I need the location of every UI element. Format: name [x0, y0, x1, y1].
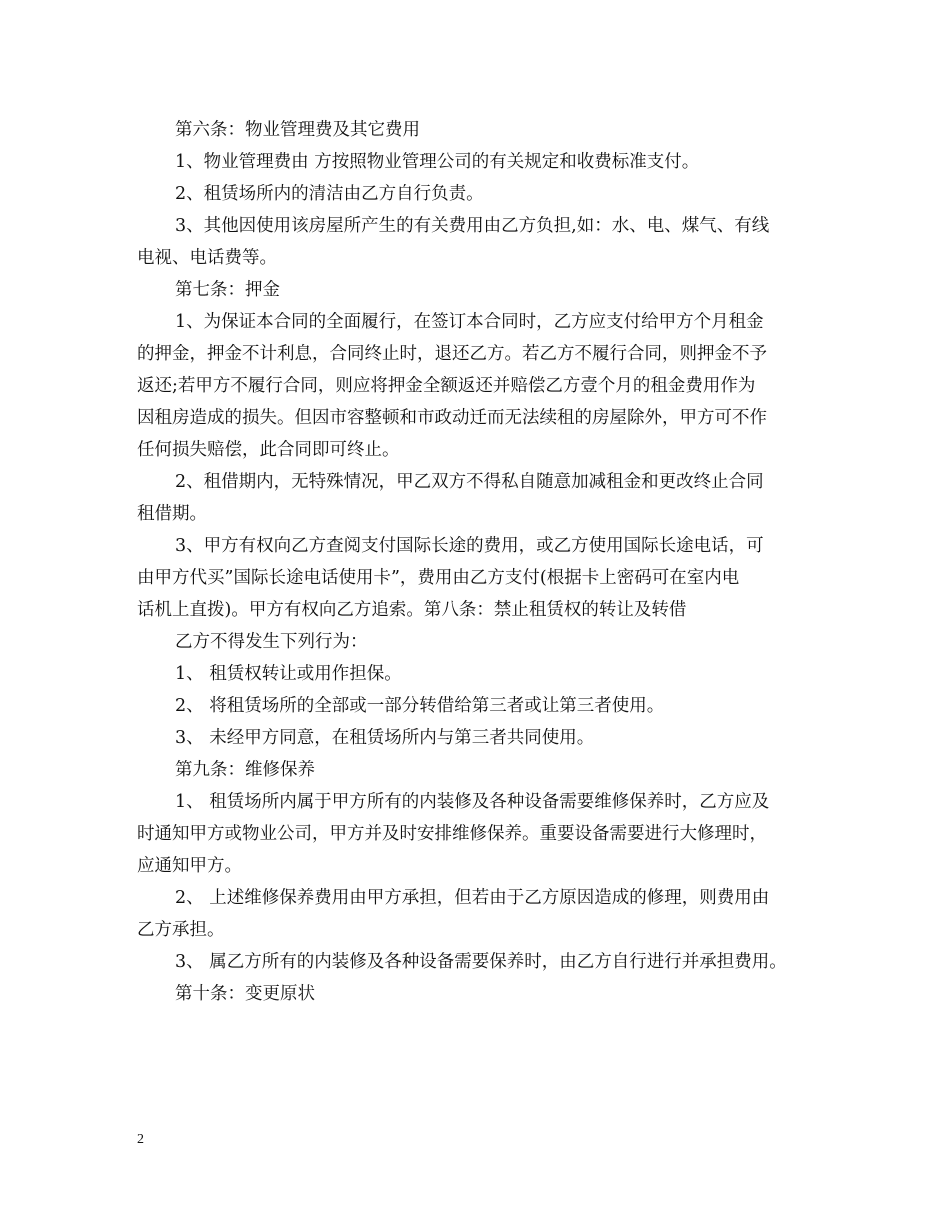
paragraph-line: 1、物业管理费由 方按照物业管理公司的有关规定和收费标准支付。 [175, 152, 700, 172]
paragraph-art7-heading [137, 274, 827, 306]
paragraph-art9-2 [137, 882, 827, 946]
paragraph-line: 1、为保证本合同的全面履行，在签订本合同时，乙方应支付给甲方个月租金 [175, 312, 764, 332]
paragraph-line: 第七条：押金 [175, 280, 280, 300]
paragraph-line: 2、租赁场所内的清洁由乙方自行负责。 [175, 184, 484, 204]
paragraph-line: 因租房造成的损失。但因市容整顿和市政动迁而无法续租的房屋除外，甲方可不作 [137, 408, 767, 428]
paragraph-art8-intro [137, 626, 827, 658]
paragraph-art7-3 [137, 530, 827, 626]
paragraph-art9-3 [137, 946, 827, 978]
paragraph-art8-3 [137, 722, 827, 754]
paragraph-line: 1、 租赁权转让或用作担保。 [175, 664, 402, 684]
paragraph-line: 的押金，押金不计利息，合同终止时，退还乙方。若乙方不履行合同，则押金不予 [137, 344, 767, 364]
paragraph-art6-2 [137, 178, 827, 210]
paragraph-line: 任何损失赔偿，此合同即可终止。 [137, 440, 400, 460]
paragraph-art6-3 [137, 210, 827, 274]
document-body [137, 114, 827, 1010]
paragraph-line: 第十条：变更原状 [175, 984, 315, 1004]
paragraph-art10-heading [137, 978, 827, 1010]
paragraph-line: 2、 将租赁场所的全部或一部分转借给第三者或让第三者使用。 [175, 696, 665, 716]
paragraph-line: 第九条：维修保养 [175, 760, 315, 780]
paragraph-line: 3、 未经甲方同意，在租赁场所内与第三者共同使用。 [175, 728, 595, 748]
paragraph-art9-1 [137, 786, 827, 882]
paragraph-art8-1 [137, 658, 827, 690]
paragraph-line: 乙方承担。 [137, 920, 225, 940]
paragraph-line: 3、其他因使用该房屋所产生的有关费用由乙方负担,如：水、电、煤气、有线 [175, 216, 770, 236]
paragraph-line: 乙方不得发生下列行为： [175, 632, 368, 652]
paragraph-line: 租借期。 [137, 504, 207, 524]
paragraph-line: 话机上直拨)。甲方有权向乙方追索。第八条：禁止租赁权的转让及转借 [137, 600, 687, 620]
paragraph-line: 返还;若甲方不履行合同，则应将押金全额返还并赔偿乙方壹个月的租金费用作为 [137, 376, 756, 396]
paragraph-art9-heading [137, 754, 827, 786]
paragraph-art7-1 [137, 306, 827, 466]
paragraph-line: 2、租借期内，无特殊情况，甲乙双方不得私自随意加减租金和更改终止合同 [175, 472, 764, 492]
paragraph-line: 3、 属乙方所有的内装修及各种设备需要保养时，由乙方自行进行并承担费用。 [175, 952, 787, 972]
paragraph-line: 时通知甲方或物业公司，甲方并及时安排维修保养。重要设备需要进行大修理时， [137, 824, 767, 844]
paragraph-line: 3、甲方有权向乙方查阅支付国际长途的费用，或乙方使用国际长途电话，可 [175, 536, 764, 556]
paragraph-art6-1 [137, 146, 827, 178]
paragraph-line: 第六条：物业管理费及其它费用 [175, 120, 420, 140]
paragraph-art6-heading [137, 114, 827, 146]
paragraph-line: 电视、电话费等。 [137, 248, 277, 268]
paragraph-line: 1、 租赁场所内属于甲方所有的内装修及各种设备需要维修保养时，乙方应及 [175, 792, 770, 812]
paragraph-line: 应通知甲方。 [137, 856, 242, 876]
paragraph-line: 由甲方代买”国际长途电话使用卡”，费用由乙方支付(根据卡上密码可在室内电 [137, 568, 740, 588]
paragraph-art8-2 [137, 690, 827, 722]
paragraph-art7-2 [137, 466, 827, 530]
paragraph-line: 2、 上述维修保养费用由甲方承担，但若由于乙方原因造成的修理，则费用由 [175, 888, 770, 908]
page-number: 2 [137, 1132, 144, 1147]
